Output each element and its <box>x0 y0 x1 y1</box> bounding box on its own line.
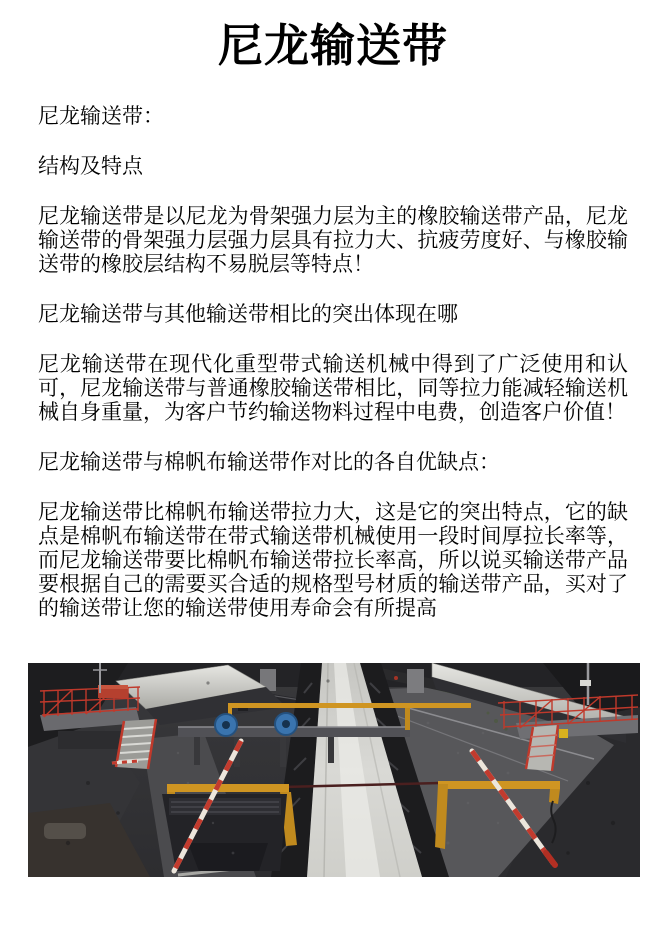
conveyor-photo-svg <box>28 663 640 877</box>
paragraph-section-structure: 结构及特点 <box>38 155 143 178</box>
conveyor-photo-image <box>28 663 640 877</box>
paragraph-structure-detail: 尼龙输送带是以尼龙为骨架强力层为主的橡胶输送带产品，尼龙输送带的骨架强力层强力层具有拉力大、抗疲劳度好、与橡胶输送带的橡胶层结构不易脱层等特点！ <box>38 205 628 276</box>
article <box>0 18 666 877</box>
paragraph-section-compare: 尼龙输送带与其他输送带相比的突出体现在哪 <box>38 303 458 326</box>
paragraph-section-cotton: 尼龙输送带与棉帆布输送带作对比的各自优缺点： <box>38 451 500 474</box>
paragraph-compare-detail: 尼龙输送带在现代化重型带式输送机械中得到了广泛使用和认可，尼龙输送带与普通橡胶输送带相比，同等拉力能减轻输送机械自身重量，为客户节约输送物料过程中电费，创造客户价值！ <box>38 353 628 424</box>
paragraph-cotton-detail: 尼龙输送带比棉帆布输送带拉力大，这是它的突出特点，它的缺点是棉帆布输送带在带式输送带机械使用一段时间厚拉长率等，而尼龙输送带要比棉帆布输送带拉长率高，所以说买输送带产品要根据自己的需要买合适的规格型号材质的输送带产品，买对了的输送带让您的输送带使用寿命会有所提高 <box>38 501 628 620</box>
page-title: 尼龙输送带 <box>217 20 448 71</box>
article-body <box>0 105 666 621</box>
paragraph-intro-label: 尼龙输送带： <box>38 105 164 128</box>
